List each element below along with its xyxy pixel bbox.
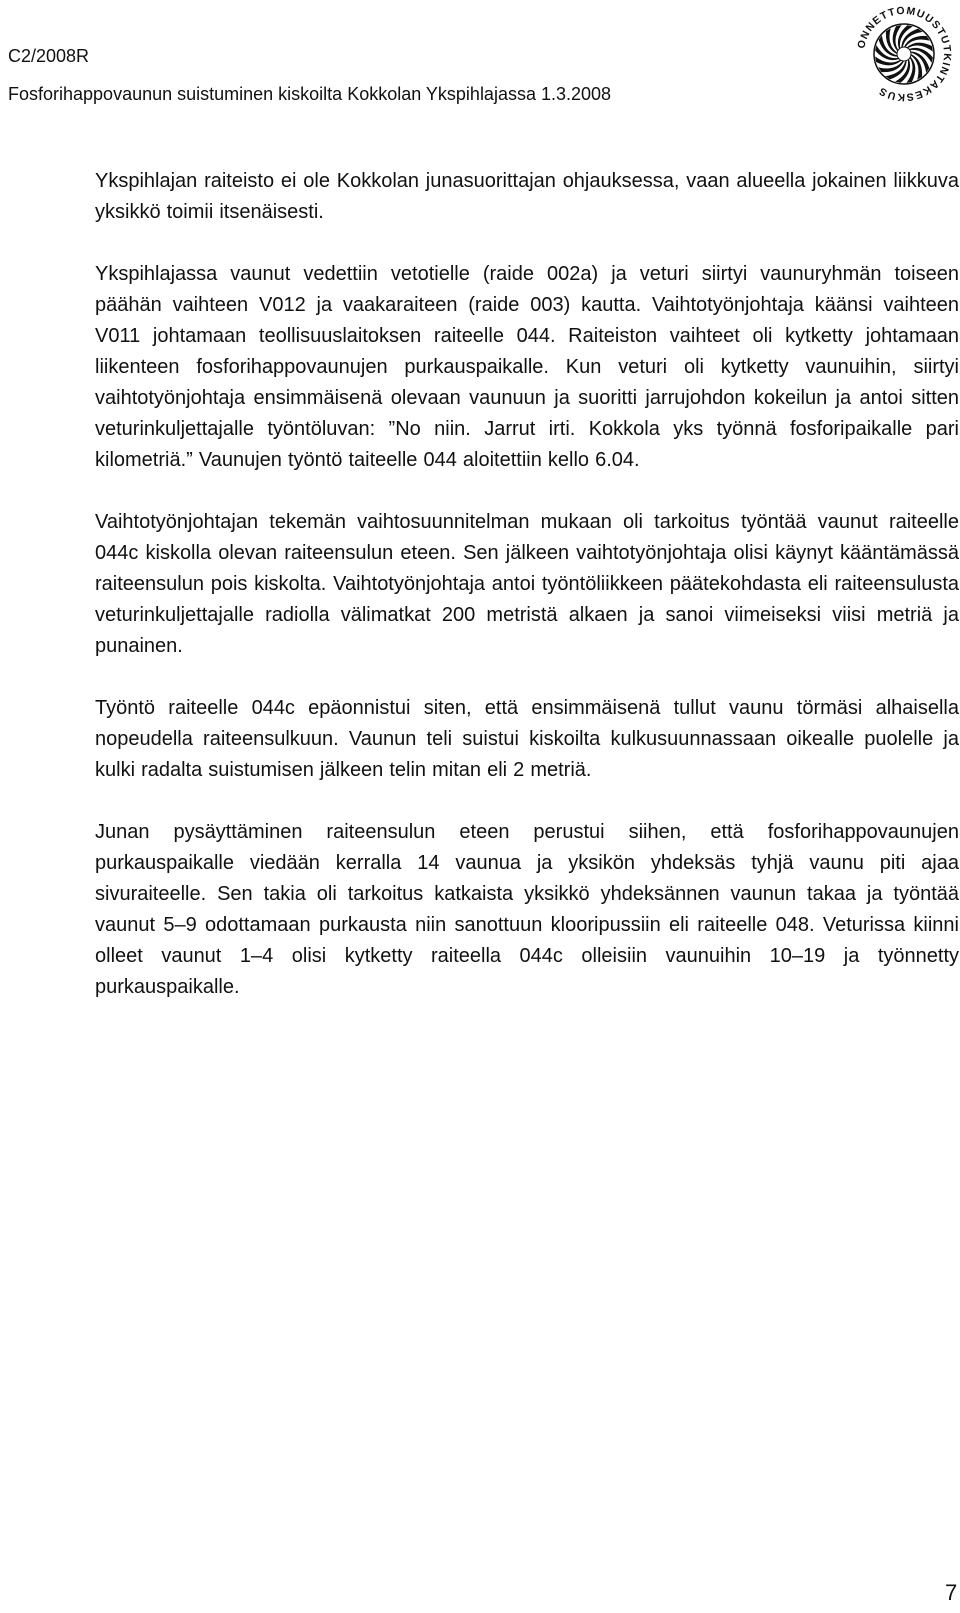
logo-graphic xyxy=(852,2,956,106)
paragraph: Työntö raiteelle 044c epäonnistui siten, että ensimmäisenä tullut vaunu törmäsi alhaisella nopeudella raiteensulkuun. Vaunun teli suistui kiskoilta kulkusuunnassaan oikealle puolelle ja kulki radalta suistumisen jälkeen telin mitan eli 2 metriä. xyxy=(95,697,959,781)
page-header xyxy=(8,44,828,106)
document-body xyxy=(95,166,959,1034)
paragraph: Ykspihlajassa vaunut vedettiin vetotielle (raide 002a) ja veturi siirtyi vaunuryhmän toiseen päähän vaihteen V012 ja vaakaraiteen (raide 003) kautta. Vaihtotyönjohtaja käänsi vaihteen V011 johtamaan teollisuuslaitoksen raiteelle 044. Raiteiston vaihteet oli kytketty johtamaan liikenteen fosforihappovaunujen purkauspaikalle. Kun veturi oli kytketty vaunuihin, siirtyi vaihtotyönjohtaja ensimmäisenä olevaan vaunuun ja suoritti jarrujohdon kokeilun ja antoi sitten veturinkuljettajalle työntöluvan: ”No niin. Jarrut irti. Kokkola yks työnnä fosforipaikalle pari kilometriä.” Vaunujen työntö taiteelle 044 aloitettiin kello 6.04. xyxy=(95,263,959,471)
paragraph: Ykspihlajan raiteisto ei ole Kokkolan junasuorittajan ohjauksessa, vaan alueella jokainen liikkuva yksikkö toimii itsenäisesti. xyxy=(95,170,959,223)
onnettomuustutkintakeskus-seal-icon xyxy=(852,2,956,106)
document-id: C2/2008R xyxy=(8,46,90,66)
paragraph: Vaihtotyönjohtajan tekemän vaihtosuunnitelman mukaan oli tarkoitus työntää vaunut raiteelle 044c kiskolla olevan raiteensulun eteen. Sen jälkeen vaihtotyönjohtaja olisi käynyt kääntämässä raiteensulun pois kiskolta. Vaihtotyönjohtaja antoi työntöliikkeen päätekohdasta eli raiteensulusta veturinkuljettajalle radiolla välimatkat 200 metristä alkaen ja sanoi viimeiseksi viisi metriä ja punainen. xyxy=(95,511,959,657)
document-subtitle: Fosforihappovaunun suistuminen kiskoilta Kokkolan Ykspihlajassa 1.3.2008 xyxy=(8,84,612,104)
logo-ring-text: ONNETTOMUUSTUTKINTAKESKUS xyxy=(855,4,954,104)
paragraph: Junan pysäyttäminen raiteensulun eteen perustui siihen, että fosforihappovaunujen purkauspaikalle viedään kerralla 14 vaunua ja yksikön yhdeksäs tyhjä vaunu piti ajaa sivuraiteelle. Sen takia oli tarkoitus katkaista yksikkö yhdeksännen vaunun takaa ja työntää vaunut 5–9 odottamaan purkausta niin sanottuun klooripussiin eli raiteelle 048. Veturissa kiinni olleet vaunut 1–4 olisi kytketty raiteella 044c olleisiin vaunuihin 10–19 ja työnnetty purkauspaikalle. xyxy=(95,821,959,998)
page-number: 7 xyxy=(945,1580,958,1605)
